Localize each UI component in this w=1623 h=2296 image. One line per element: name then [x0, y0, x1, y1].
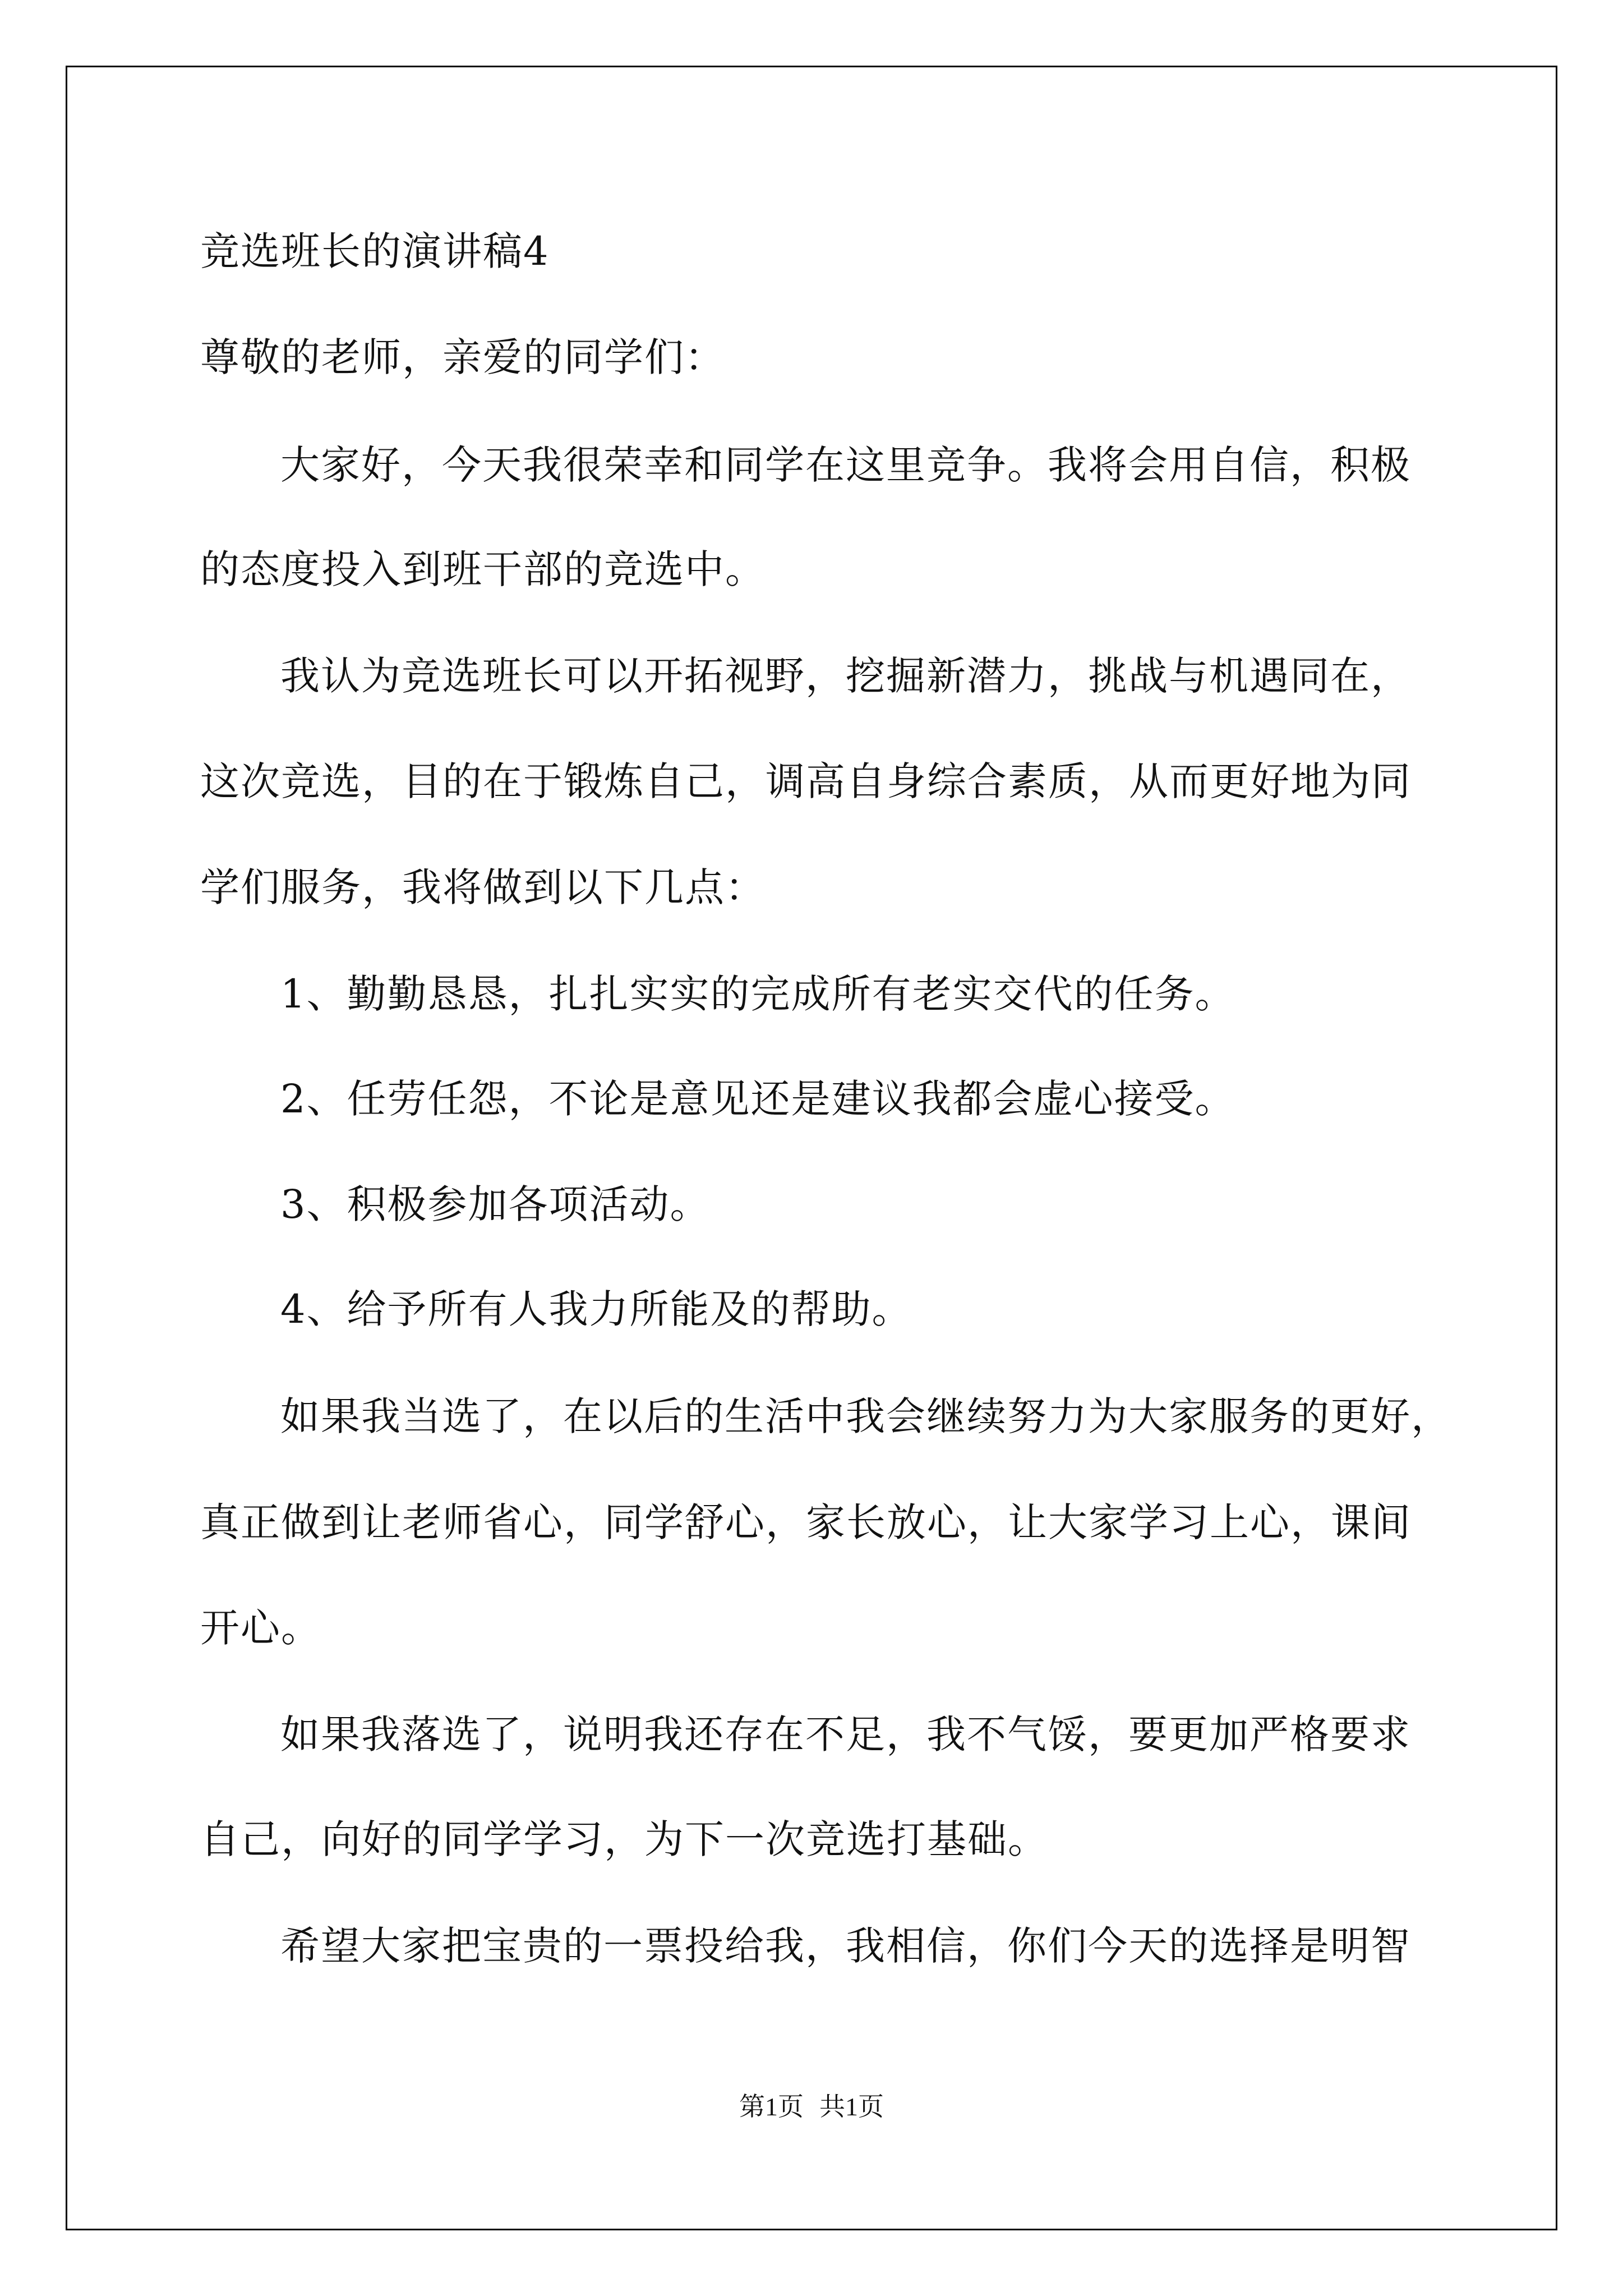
page-total: 共1页 — [819, 2092, 884, 2121]
salutation: 尊敬的老师，亲爱的同学们： — [200, 334, 725, 380]
paragraph-line: 这次竞选，目的在于锻炼自己，调高自身综合素质，从而更好地为同 — [200, 758, 1412, 804]
list-item: 4、给予所有人我力所能及的帮助。 — [280, 1286, 912, 1332]
page-border — [66, 66, 1557, 2230]
page-footer — [0, 2091, 1623, 2123]
paragraph-line: 大家好，今天我很荣幸和同学在这里竞争。我将会用自信，积极 — [280, 442, 1411, 488]
paragraph-line: 我认为竞选班长可以开拓视野，挖掘新潜力，挑战与机遇同在， — [280, 653, 1411, 699]
paragraph-line: 希望大家把宝贵的一票投给我，我相信，你们今天的选择是明智 — [280, 1923, 1411, 1969]
paragraph-line: 学们服务，我将做到以下几点： — [200, 864, 766, 910]
paragraph-line: 自己，向好的同学学习，为下一次竞选打基础。 — [200, 1816, 1048, 1862]
page-number: 第1页 — [739, 2092, 804, 2121]
paragraph-line: 真正做到让老师省心，同学舒心，家长放心，让大家学习上心，课间 — [200, 1499, 1412, 1545]
paragraph-line: 如果我当选了，在以后的生活中我会继续努力为大家服务的更好， — [280, 1393, 1451, 1439]
paragraph-line: 开心。 — [200, 1605, 321, 1651]
paragraph-line: 如果我落选了，说明我还存在不足，我不气馁，要更加严格要求 — [280, 1711, 1411, 1757]
list-item: 2、任劳任怨，不论是意见还是建议我都会虚心接受。 — [280, 1076, 1235, 1122]
document-title: 竞选班长的演讲稿4 — [200, 228, 550, 274]
list-item: 3、积极参加各项活动。 — [280, 1181, 711, 1227]
list-item: 1、勤勤恳恳，扎扎实实的完成所有老实交代的任务。 — [280, 971, 1235, 1017]
paragraph-line: 的态度投入到班干部的竞选中。 — [200, 546, 766, 592]
